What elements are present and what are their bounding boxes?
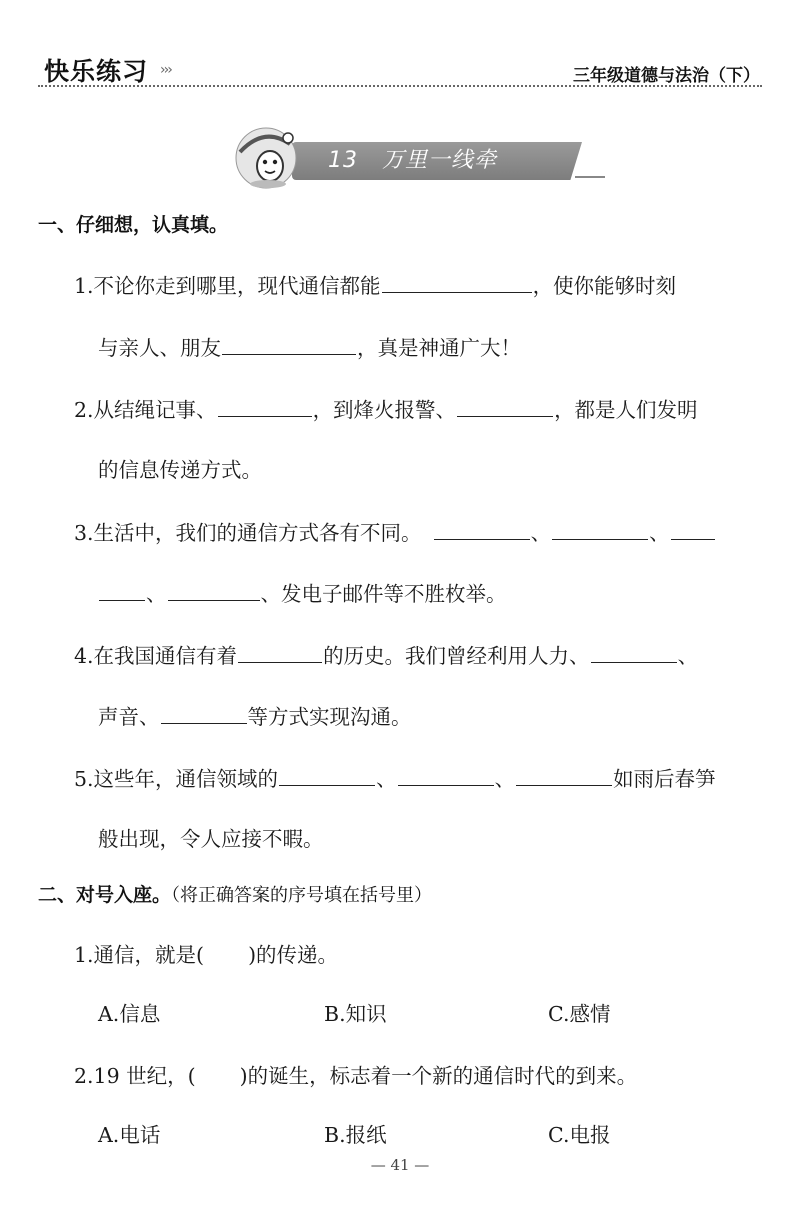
answer-blank[interactable] — [398, 765, 494, 786]
question-text: 、 — [530, 521, 552, 545]
question-text: 2.从结绳记事、 — [74, 398, 217, 422]
question-text: 等方式实现沟通。 — [247, 705, 412, 729]
question-text: 、 — [649, 521, 670, 545]
question-2-line-2: 的信息传递方式。 — [98, 458, 262, 482]
question-text: )的传递。 — [248, 943, 339, 967]
question-text: 、发电子邮件等不胜枚举。 — [260, 582, 507, 606]
header-divider — [38, 85, 762, 87]
question-text: 、 — [494, 767, 516, 791]
question-text: ，到烽火报警、 — [312, 398, 457, 422]
lesson-banner — [230, 122, 590, 190]
answer-blank[interactable] — [516, 765, 612, 786]
option-b: B.报纸 — [324, 1123, 387, 1147]
answer-blank[interactable] — [222, 334, 356, 355]
banner-tail-line — [575, 176, 605, 178]
question-text: 3.生活中，我们的通信方式各有不同。 — [74, 521, 422, 545]
question-1-line-1 — [74, 272, 764, 299]
question-text: 的历史。我们曾经利用人力、 — [323, 644, 590, 668]
question-2-line-1 — [74, 396, 764, 423]
question-5-line-2: 般出现，令人应接不暇。 — [98, 827, 324, 851]
section-heading-multiple-choice — [38, 880, 432, 907]
answer-blank[interactable] — [238, 642, 322, 663]
answer-blank[interactable] — [591, 642, 677, 663]
answer-blank[interactable] — [218, 396, 312, 417]
answer-blank[interactable] — [279, 765, 375, 786]
question-3-line-2 — [98, 580, 788, 607]
answer-blank[interactable] — [99, 580, 145, 601]
answer-blank[interactable] — [161, 703, 247, 724]
question-text: 5.这些年，通信领域的 — [74, 767, 279, 791]
answer-blank[interactable] — [434, 519, 530, 540]
question-text: 与亲人、朋友 — [98, 336, 221, 360]
question-5-line-1 — [74, 765, 764, 792]
question-text: )的诞生，标志着一个新的通信时代的到来。 — [239, 1064, 638, 1088]
answer-blank[interactable] — [671, 519, 715, 540]
section-instruction: （将正确答案的序号填在括号里） — [171, 885, 433, 906]
choice-question-2 — [74, 1063, 764, 1089]
answer-blank[interactable] — [168, 580, 260, 601]
question-3-line-1 — [74, 519, 764, 546]
answer-blank[interactable] — [552, 519, 648, 540]
workbook-brand-title: 快乐练习 — [44, 57, 149, 86]
choice-question-1 — [74, 942, 764, 968]
question-text: ，都是人们发明 — [554, 398, 698, 422]
question-text: 、 — [376, 767, 397, 791]
lesson-title: 13 万里一线牵 — [328, 148, 497, 173]
section-heading-label: 二、对号入座。 — [38, 884, 172, 906]
mascot-illustration — [230, 122, 302, 190]
question-4-line-1 — [74, 642, 764, 669]
option-b: B.知识 — [324, 1002, 387, 1026]
option-a: A.信息 — [98, 1002, 161, 1026]
question-text: 1.不论你走到哪里，现代通信都能 — [74, 274, 381, 298]
question-text: ，使你能够时刻 — [532, 274, 677, 298]
question-1-line-2 — [98, 334, 788, 361]
option-a: A.电话 — [98, 1123, 161, 1147]
question-text: ，真是神通广大！ — [357, 336, 521, 360]
question-text: 2.19 世纪，( — [74, 1064, 196, 1088]
answer-blank[interactable] — [382, 272, 532, 293]
question-4-line-2 — [98, 703, 788, 730]
question-text: 、 — [146, 582, 167, 606]
page-number: — 41 — — [370, 1156, 430, 1174]
question-text: 4.在我国通信有着 — [74, 644, 238, 668]
question-text: 声音、 — [98, 705, 160, 729]
section-heading-fill-in: 一、仔细想，认真填。 — [38, 214, 229, 236]
question-text: 1.通信，就是( — [74, 943, 205, 967]
answer-blank[interactable] — [457, 396, 553, 417]
subject-grade-label: 三年级道德与法治（下） — [573, 66, 760, 86]
option-c: C.电报 — [548, 1123, 611, 1147]
question-text: 、 — [677, 644, 699, 668]
chevron-arrows-icon: ››› — [160, 62, 171, 78]
option-c: C.感情 — [548, 1002, 611, 1026]
question-text: 如雨后春笋 — [613, 767, 716, 791]
